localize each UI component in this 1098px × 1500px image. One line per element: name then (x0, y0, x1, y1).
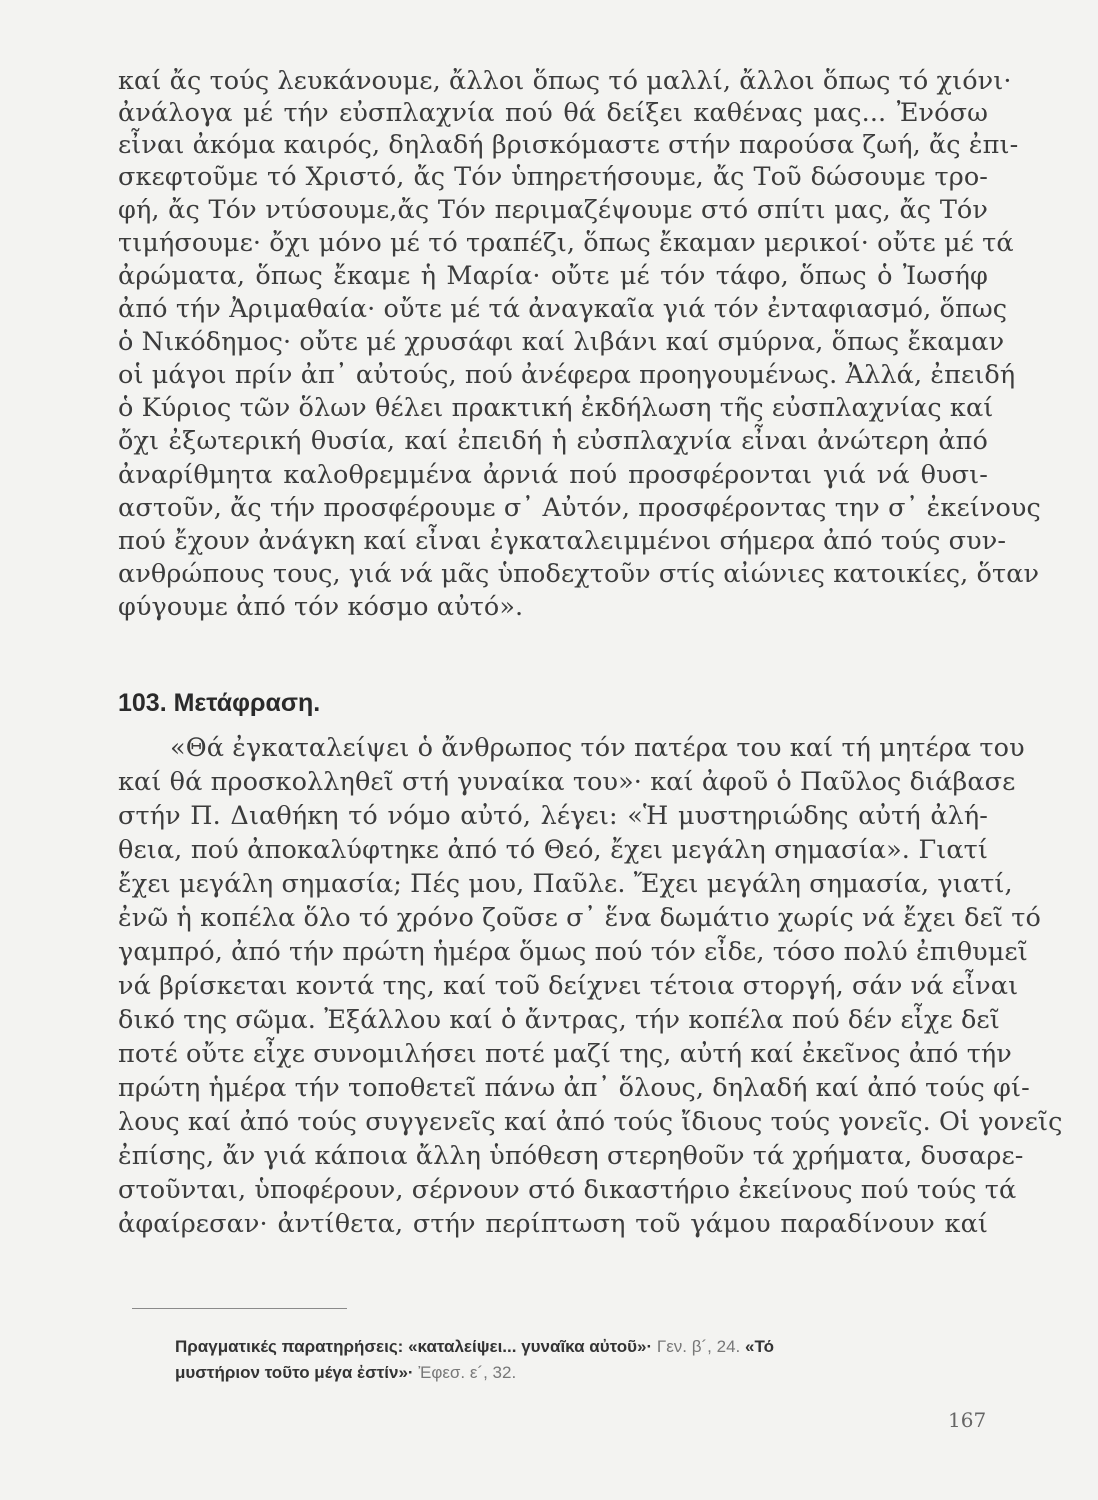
text-line: ἀρώματα, ὅπως ἔκαμε ἡ Μαρία· οὔτε μέ τόν τάφο, ὅπως ὁ Ἰωσήφ (118, 261, 988, 291)
text-line: ὁ Κύριος τῶν ὅλων θέλει πρακτική ἐκδήλωση τῆς εὐσπλαχνίας καί (118, 393, 994, 423)
footnote-separator (132, 1308, 347, 1309)
text-line: ἀναρίθμητα καλοθρεμμένα ἀρνιά πού προσφέρονται γιά νά θυσι- (118, 460, 988, 490)
section-heading: 103. Μετάφραση. (118, 689, 321, 717)
text-line: πού ἔχουν ἀνάγκη καί εἶναι ἐγκαταλειμμένοι σήμερα ἀπό τούς συν- (118, 526, 1007, 556)
page-number: 167 (948, 1408, 987, 1432)
text-line: ἔχει μεγάλη σημασία; Πές μου, Παῦλε. Ἔχει μεγάλη σημασία, γιατί, (118, 869, 1013, 899)
footnote-quote: «Τό (745, 1337, 774, 1356)
text-line: φύγουμε ἀπό τόν κόσμο αὐτό». (118, 592, 524, 622)
footnote-label: Πραγματικές παρατηρήσεις: (175, 1337, 404, 1356)
text-line: πρώτη ἡμέρα τήν τοποθετεῖ πάνω ἀπ᾽ ὅλους, δηλαδή καί ἀπό τούς φί- (118, 1073, 1030, 1103)
text-line: «Θά ἐγκαταλείψει ὁ ἄνθρωπος τόν πατέρα του καί τή μητέρα του (170, 733, 1025, 763)
text-line: ὁ Νικόδημος· οὔτε μέ χρυσάφι καί λιβάνι καί σμύρνα, ὅπως ἔκαμαν (118, 327, 1005, 357)
text-line: εἶναι ἀκόμα καιρός, δηλαδή βρισκόμαστε στήν παρούσα ζωή, ἄς ἐπι- (118, 130, 1019, 160)
footnote-line (175, 1334, 995, 1360)
text-line: ἀπό τήν Ἀριμαθαία· οὔτε μέ τά ἀναγκαῖα γιά τόν ἐνταφιασμό, ὅπως (118, 294, 1008, 324)
text-line: αστοῦν, ἄς τήν προσφέρουμε σ᾽ Αὐτόν, προσφέροντας την σ᾽ ἐκείνους (118, 493, 1041, 523)
text-line: στήν Π. Διαθήκη τό νόμο αὐτό, λέγει: «Ἡ μυστηριώδης αὐτή ἀλή- (118, 801, 988, 831)
text-line: δικό της σῶμα. Ἐξάλλου καί ὁ ἄντρας, τήν κοπέλα πού δέν εἶχε δεῖ (118, 1005, 1000, 1035)
text-line: λους καί ἀπό τούς συγγενεῖς καί ἀπό τούς ἴδιους τούς γονεῖς. Οἱ γονεῖς (118, 1107, 1063, 1137)
footnote-quote: μυστήριον τοῦτο μέγα ἐστίν»· (175, 1363, 414, 1382)
text-line: ανθρώπους τους, γιά νά μᾶς ὑποδεχτοῦν στίς αἰώνιες κατοικίες, ὅταν (118, 559, 1040, 589)
footnote-line (175, 1360, 995, 1386)
text-line: γαμπρό, ἀπό τήν πρώτη ἡμέρα ὅμως πού τόν εἶδε, τόσο πολύ ἐπιθυμεῖ (118, 937, 1028, 967)
text-line: τιμήσουμε· ὄχι μόνο μέ τό τραπέζι, ὅπως ἔκαμαν μερικοί· οὔτε μέ τά (118, 228, 1014, 258)
text-line: θεια, πού ἀποκαλύφτηκε ἀπό τό Θεό, ἔχει μεγάλη σημασία». Γιατί (118, 835, 988, 865)
text-line: νά βρίσκεται κοντά της, καί τοῦ δείχνει τέτοια στοργή, σάν νά εἶναι (118, 971, 1019, 1001)
text-line: ποτέ οὔτε εἶχε συνομιλήσει ποτέ μαζί της, αὐτή καί ἐκεῖνος ἀπό τήν (118, 1039, 1012, 1069)
text-line: ἀνάλογα μέ τήν εὐσπλαχνία πού θά δείξει καθένας μας... Ἐνόσω (118, 98, 988, 128)
text-line: ἐνῶ ἡ κοπέλα ὅλο τό χρόνο ζοῦσε σ᾽ ἕνα δωμάτιο χωρίς νά ἔχει δεῖ τό (118, 903, 1041, 933)
text-line: σκεφτοῦμε τό Χριστό, ἄς Τόν ὑπηρετήσουμε, ἄς Τοῦ δώσουμε τρο- (118, 162, 988, 192)
footnote-reference: Γεν. β´, 24. (656, 1337, 741, 1356)
text-line: ἀφαίρεσαν· ἀντίθετα, στήν περίπτωση τοῦ γάμου παραδίνουν καί (118, 1209, 988, 1239)
footnote-reference: Ἐφεσ. ε´, 32. (418, 1363, 517, 1382)
text-line: οἱ μάγοι πρίν ἀπ᾽ αὐτούς, πού ἀνέφερα προηγουμένως. Ἀλλά, ἐπειδή (118, 360, 1016, 390)
text-line: στοῦνται, ὑποφέρουν, σέρνουν στό δικαστήριο ἐκείνους πού τούς τά (118, 1175, 1017, 1205)
text-line: φή, ἄς Τόν ντύσουμε,ἄς Τόν περιμαζέψουμε στό σπίτι μας, ἄς Τόν (118, 195, 988, 225)
text-line: ὄχι ἐξωτερική θυσία, καί ἐπειδή ἡ εὐσπλαχνία εἶναι ἀνώτερη ἀπό (118, 426, 988, 456)
footnote-quote: «καταλείψει... γυναῖκα αὐτοῦ»· (408, 1337, 653, 1356)
text-line: ἐπίσης, ἄν γιά κάποια ἄλλη ὑπόθεση στερηθοῦν τά χρήματα, δυσαρε- (118, 1141, 1024, 1171)
text-line: καί θά προσκολληθεῖ στή γυναίκα του»· καί ἀφοῦ ὁ Παῦλος διάβασε (118, 767, 1016, 797)
text-line: καί ἄς τούς λευκάνουμε, ἄλλοι ὅπως τό μαλλί, ἄλλοι ὅπως τό χιόνι· (118, 66, 1012, 96)
